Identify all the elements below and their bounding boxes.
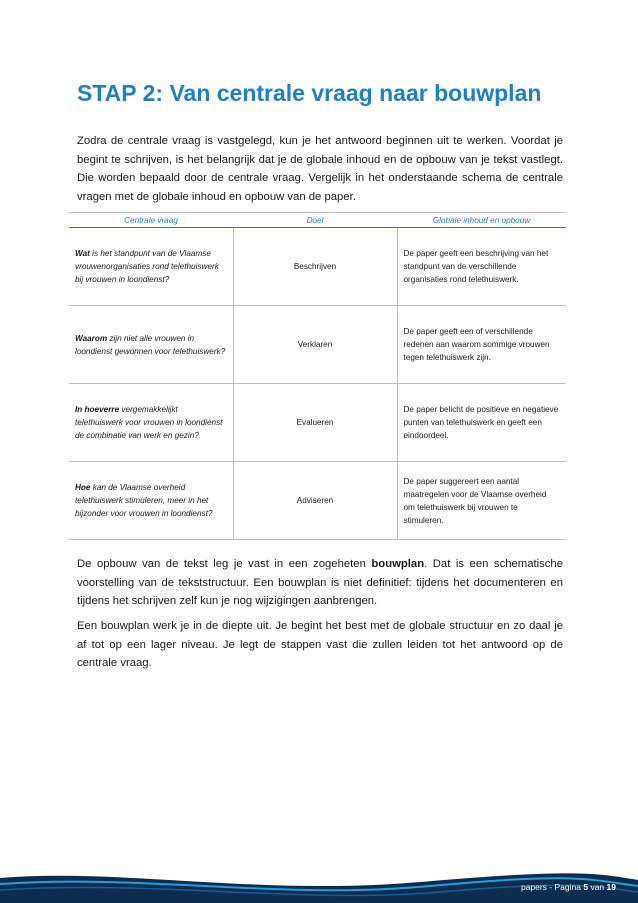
footer-of-word: van bbox=[590, 882, 605, 892]
question-cell bbox=[69, 384, 233, 462]
doel-cell: Beschrijven bbox=[233, 228, 397, 306]
question-keyword: Wat bbox=[75, 249, 90, 258]
doel-cell: Verklaren bbox=[233, 306, 397, 384]
schema-table bbox=[69, 212, 566, 540]
question-cell bbox=[69, 306, 233, 384]
question-cell bbox=[69, 228, 233, 306]
question-text: zijn niet alle vrouwen in loondienst gewonnen voor telethuiswerk? bbox=[75, 333, 226, 356]
bouwplan-text-before: De opbouw van de tekst leg je vast in een zogeheten bbox=[77, 558, 372, 570]
table-row bbox=[69, 306, 566, 384]
question-keyword: Hoe bbox=[75, 483, 91, 492]
footer-page-word: Pagina bbox=[554, 882, 581, 892]
inhoud-cell: De paper suggereert een aantal maatregelen voor de Vlaamse overheid om telethuiswerk bij vrouwen te stimuleren. bbox=[397, 462, 566, 540]
footer-prefix: papers - bbox=[520, 882, 555, 892]
table-row bbox=[69, 228, 566, 306]
inhoud-cell: De paper belicht de positieve en negatieve punten van telethuiswerk en geeft een eindoordeel. bbox=[397, 384, 566, 462]
table-row bbox=[69, 462, 566, 540]
question-text: vergemakkelijkt telethuiswerk voor vrouwen in loondienst de combinatie van werk en gezin? bbox=[75, 405, 223, 440]
question-text: kan de Vlaamse overheid telethuiswerk stimuleren, meer in het bijzonder voor vrouwen in loondienst? bbox=[75, 483, 213, 518]
header-doel: Doel bbox=[233, 213, 397, 228]
page-number bbox=[521, 882, 616, 892]
question-keyword: Waarom bbox=[75, 333, 108, 343]
header-globale-inhoud: Globale inhoud en opbouw bbox=[397, 213, 566, 228]
inhoud-cell: De paper geeft een beschrijving van het standpunt van de verschillende organisaties rond telethuiswerk. bbox=[397, 228, 566, 306]
diepte-paragraph: Een bouwplan werk je in de diepte uit. Je begint het best met de globale structuur en zo daal je af tot op een lager niveau. Je legt de stappen vast die zullen leiden tot het antwoord op de centrale vraag. bbox=[77, 620, 563, 669]
page-title: STAP 2: Van centrale vraag naar bouwplan bbox=[77, 80, 542, 106]
table-row bbox=[69, 384, 566, 462]
footer-page: 5 bbox=[583, 882, 589, 892]
footer-band bbox=[0, 870, 638, 903]
doel-cell: Adviseren bbox=[233, 462, 397, 540]
question-text: is het standpunt van de Vlaamse vrouwenorganisaties rond telethuiswerk bij vrouwen in loondienst? bbox=[75, 249, 219, 284]
question-cell bbox=[69, 462, 233, 540]
inhoud-cell: De paper geeft een of verschillende redenen aan waarom sommige vrouwen tegen telethuiswerk zijn. bbox=[397, 306, 566, 384]
doel-cell: Evalueren bbox=[233, 384, 397, 462]
footer-total: 19 bbox=[606, 882, 616, 892]
question-keyword: In hoeverre bbox=[75, 405, 120, 414]
table-header-row bbox=[69, 213, 566, 228]
bouwplan-term: bouwplan bbox=[371, 558, 425, 570]
intro-paragraph: Zodra de centrale vraag is vastgelegd, kun je het antwoord beginnen uit te werken. Voordat je begint te schrijven, is het belangrijk dat je de globale inhoud en de opbouw van je tekst vastlegt. Die worden bepaald door de centrale vraag. Vergelijk in het onderstaande schema de centrale vragen met de globale inhoud en opbouw van de paper. bbox=[77, 135, 563, 203]
header-centrale-vraag: Centrale vraag bbox=[69, 213, 233, 228]
bouwplan-text-after: . Dat is een schematische voorstelling van de tekststructuur. Een bouwplan is niet definitief: tijdens het documenteren en tijdens het schrijven zelf kun je nog wijzigingen aanbrengen. bbox=[77, 558, 563, 607]
bouwplan-paragraph bbox=[77, 555, 563, 611]
